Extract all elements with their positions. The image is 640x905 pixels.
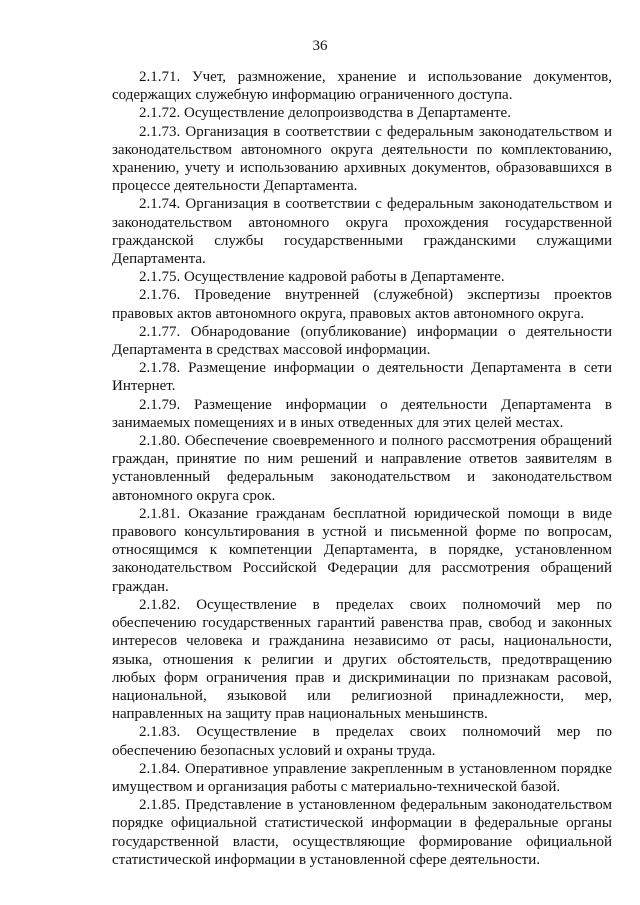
document-body: [112, 68, 612, 869]
paragraph-2-1-77: 2.1.77. Обнародование (опубликование) информации о деятельности Департамента в средствах массовой информации.: [112, 323, 612, 359]
paragraph-2-1-76: 2.1.76. Проведение внутренней (служебной) экспертизы проектов правовых актов автономного округа, правовых актов автономного округа.: [112, 287, 612, 322]
paragraph-2-1-74: 2.1.74. Организация в соответствии с федеральным законодательством и законодательством автономного округа прохождения государственной гражданской службы государственными гражданскими служащими Департамента.: [112, 196, 612, 268]
paragraph-2-1-81: 2.1.81. Оказание гражданам бесплатной юридической помощи в виде правового консультирования в устной и письменной форме по вопросам, относящимся к компетенции Департамента, в порядке, установленном законодательством Российской Федерации для рассмотрения обращений граждан.: [112, 505, 612, 595]
paragraph-2-1-73: 2.1.73. Организация в соответствии с федеральным законодательством и законодательством автономного округа деятельности по комплектованию, хранению, учету и использованию архивных документов, образовавшихся в процессе деятельности Департамента.: [112, 123, 612, 195]
paragraph-2-1-82: 2.1.82. Осуществление в пределах своих полномочий мер по обеспечению государственных гарантий равенства прав, свобод и законных интересов человека и гражданина независимо от расы, национальности, языка, отношения к религии и других обстоятельств, предотвращению любых форм ограничения прав и дискриминации по признакам расовой, национальной, языковой или религиозной принадлежности, мер, направленных на защиту прав национальных меньшинств.: [112, 596, 612, 723]
paragraph-2-1-72: 2.1.72. Осуществление делопроизводства в Департаменте.: [139, 105, 511, 122]
paragraph-2-1-75: 2.1.75. Осуществление кадровой работы в Департаменте.: [139, 269, 505, 286]
paragraph-2-1-79: 2.1.79. Размещение информации о деятельности Департамента в занимаемых помещениях и в иных отведенных для этих целей местах.: [112, 396, 612, 431]
paragraph-2-1-83: 2.1.83. Осуществление в пределах своих полномочий мер по обеспечению безопасных условий и охраны труда.: [112, 724, 612, 759]
paragraph-2-1-85: 2.1.85. Представление в установленном федеральным законодательством порядке официальной статистической информации в федеральные органы государственной власти, осуществляющие формирование официальной статистической информации в установленной сфере деятельности.: [112, 797, 612, 868]
paragraph-2-1-78: 2.1.78. Размещение информации о деятельности Департамента в сети Интернет.: [112, 360, 612, 395]
paragraph-2-1-80: 2.1.80. Обеспечение своевременного и полного рассмотрения обращений граждан, принятие по ним решений и направление ответов заявителям в установленный федеральным законодательством и законодательством автономного округа срок.: [112, 433, 612, 504]
paragraph-2-1-84: 2.1.84. Оперативное управление закрепленным в установленном порядке имуществом и организация работы с материально-технической базой.: [112, 760, 612, 795]
paragraph-2-1-71: 2.1.71. Учет, размножение, хранение и использование документов, содержащих служебную информацию ограниченного доступа.: [112, 69, 612, 104]
page-number: 36: [312, 38, 328, 54]
